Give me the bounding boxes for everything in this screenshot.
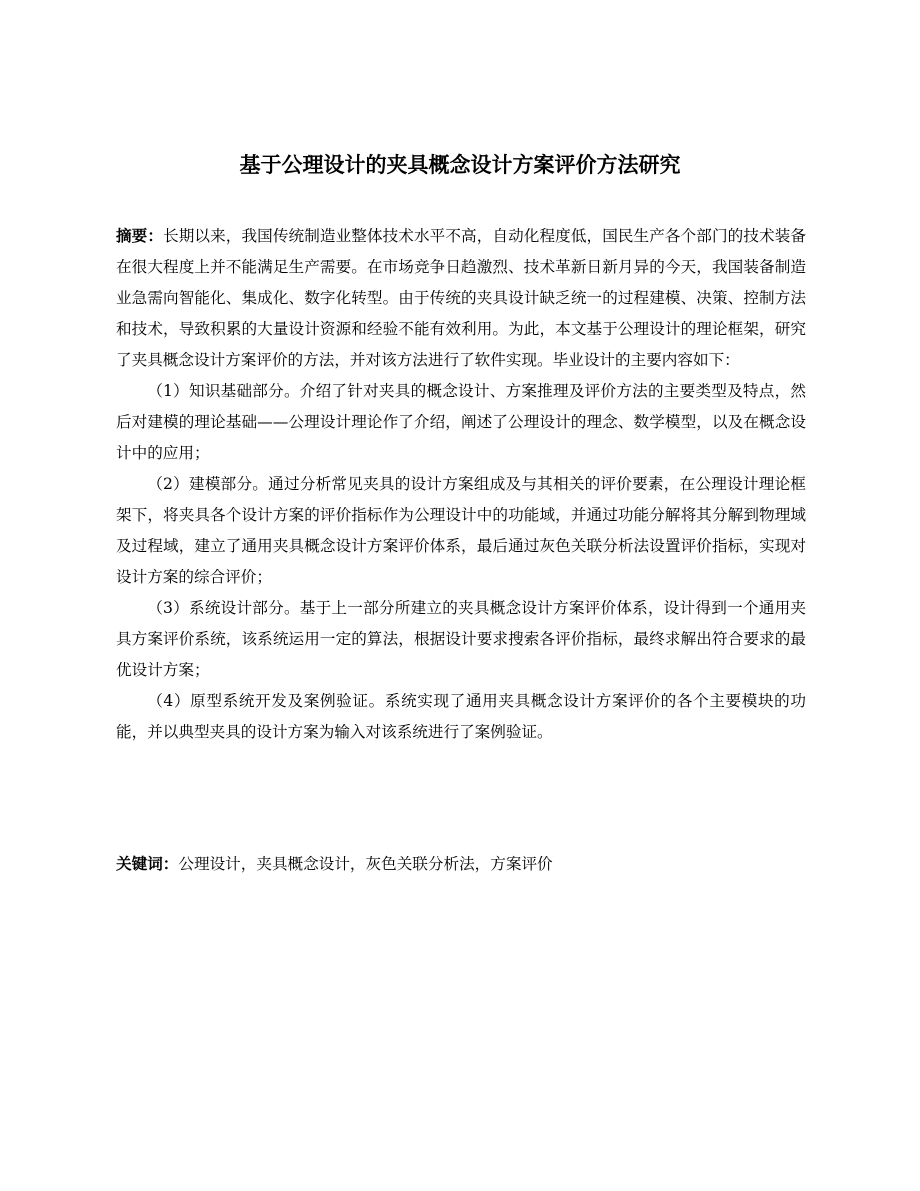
abstract-item-1: （1）知识基础部分。介绍了针对夹具的概念设计、方案推理及评价方法的主要类型及特点，然后对建模的理论基础——公理设计理论作了介绍，阐述了公理设计的理念、数学模型，以及在概念设计中的应用； bbox=[116, 382, 806, 462]
keywords-text: 公理设计，夹具概念设计，灰色关联分析法，方案评价 bbox=[178, 855, 553, 873]
abstract-item-2: （2）建模部分。通过分析常见夹具的设计方案组成及与其相关的评价要素，在公理设计理论框架下，将夹具各个设计方案的评价指标作为公理设计中的功能域，并通过功能分解将其分解到物理域及过程域，建立了通用夹具概念设计方案评价体系，最后通过灰色关联分析法设置评价指标，实现对设计方案的综合评价； bbox=[116, 475, 806, 586]
page-title: 基于公理设计的夹具概念设计方案评价方法研究 bbox=[239, 153, 681, 177]
abstract-intro-text: 长期以来，我国传统制造业整体技术水平不高，自动化程度低，国民生产各个部门的技术装备在很大程度上并不能满足生产需要。在市场竞争日趋激烈、技术革新日新月异的今天，我国装备制造业急需向智能化、集成化、数字化转型。由于传统的夹具设计缺乏统一的过程建模、决策、控制方法和技术，导致积累的大量设计资源和经验不能有效利用。为此，本文基于公理设计的理论框架，研究了夹具概念设计方案评价的方法，并对该方法进行了软件实现。毕业设计的主要内容如下： bbox=[116, 227, 806, 369]
keywords-line bbox=[116, 849, 806, 880]
abstract-label: 摘要： bbox=[116, 227, 164, 245]
keywords-label: 关键词： bbox=[116, 855, 179, 873]
abstract-item-4: （4）原型系统开发及案例验证。系统实现了通用夹具概念设计方案评价的各个主要模块的功能，并以典型夹具的设计方案为输入对该系统进行了案例验证。 bbox=[116, 692, 806, 741]
abstract-section bbox=[116, 221, 806, 748]
abstract-intro-paragraph bbox=[116, 221, 806, 376]
abstract-item-3: （3）系统设计部分。基于上一部分所建立的夹具概念设计方案评价体系，设计得到一个通用夹具方案评价系统，该系统运用一定的算法，根据设计要求搜索各评价指标，最终求解出符合要求的最优设计方案； bbox=[116, 599, 806, 679]
